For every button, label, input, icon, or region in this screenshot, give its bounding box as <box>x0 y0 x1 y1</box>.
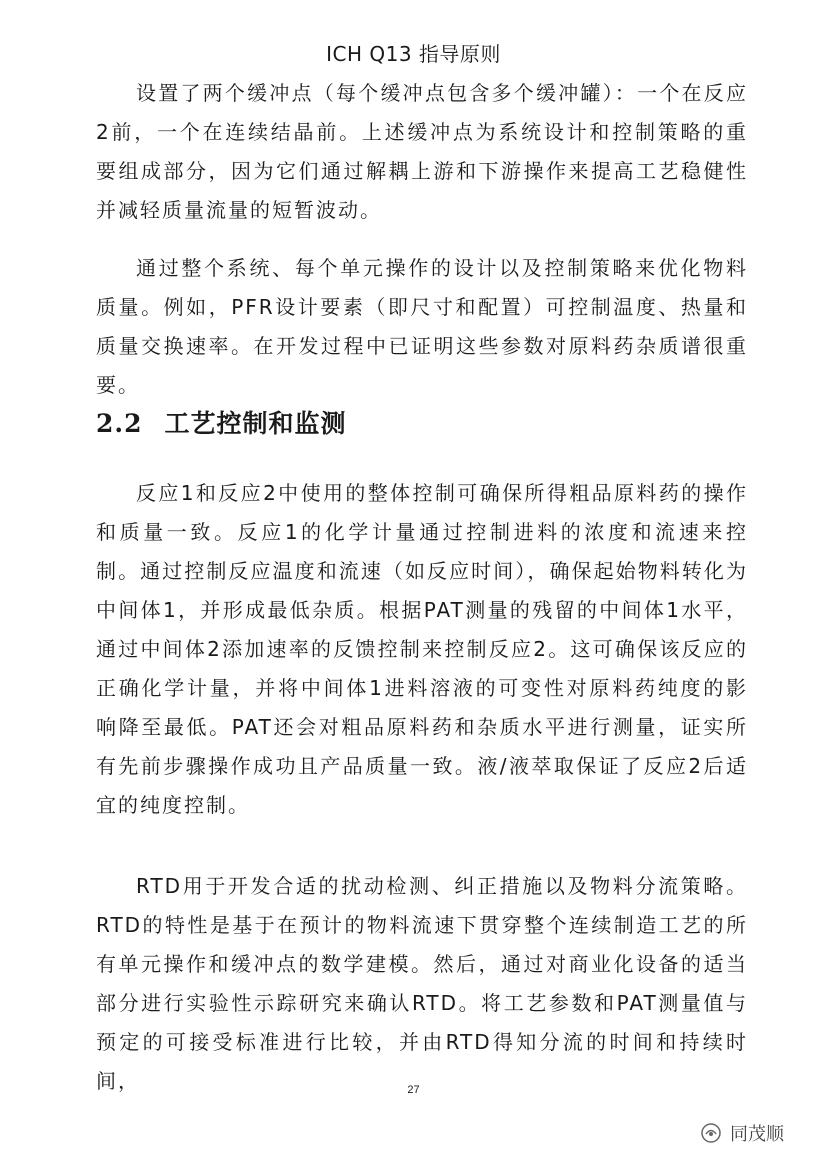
paragraph-rtd: RTD用于开发合适的扰动检测、纠正措施以及物料分流策略。RTD的特性是基于在预计的物料流速下贯穿整个连续制造工艺的所有单元操作和缓冲点的数学建模。然后，通过对商业化设备的适当部分进行实验性示踪研究来确认RTD。将工艺参数和PAT测量值与预定的可接受标准进行比较，并由RTD得知分流的时间和持续时间， <box>96 874 748 1093</box>
document-header: ICH Q13 指导原则 <box>326 42 501 66</box>
watermark-text: 同茂顺 <box>730 1124 784 1145</box>
section-title: 工艺控制和监测 <box>164 409 347 438</box>
section-heading <box>96 404 347 440</box>
wechat-official-account-icon <box>700 1122 722 1144</box>
section-number: 2.2 <box>96 409 143 438</box>
paragraph-process-control: 反应1和反应2中使用的整体控制可确保所得粗品原料药的操作和质量一致。反应1的化学计量通过控制进料的浓度和流速来控制。通过控制反应温度和流速（如反应时间），确保起始物料转化为中间体1，并形成最低杂质。根据PAT测量的残留的中间体1水平，通过中间体2添加速率的反馈控制来控制反应2。这可确保该反应的正确化学计量，并将中间体1进料溶液的可变性对原料药纯度的影响降至最低。PAT还会对粗品原料药和杂质水平进行测量，证实所有先前步骤操作成功且产品质量一致。液/液萃取保证了反应2后适宜的纯度控制。 <box>96 481 748 817</box>
paragraph-buffer-points: 设置了两个缓冲点（每个缓冲点包含多个缓冲罐）：一个在反应2前，一个在连续结晶前。上述缓冲点为系统设计和控制策略的重要组成部分，因为它们通过解耦上游和下游操作来提高工艺稳健性并减轻质量流量的短暂波动。 <box>96 81 748 222</box>
page-number: 27 <box>407 1084 420 1096</box>
watermark <box>700 1120 784 1146</box>
paragraph-material-quality: 通过整个系统、每个单元操作的设计以及控制策略来优化物料质量。例如，PFR设计要素（即尺寸和配置）可控制温度、热量和质量交换速率。在开发过程中已证明这些参数对原料药杂质谱很重要。 <box>96 256 748 397</box>
